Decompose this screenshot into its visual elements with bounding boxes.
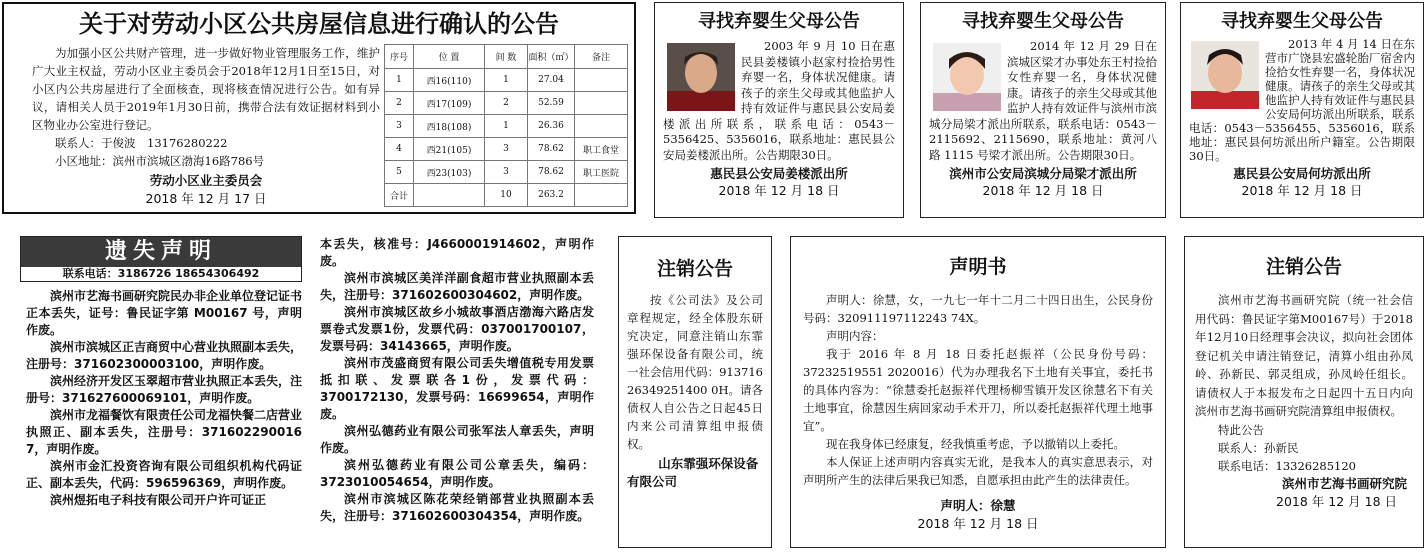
table-cell: 78.62	[528, 161, 575, 184]
table-cell	[575, 115, 628, 138]
table-cell: 3	[385, 115, 414, 138]
notice-contact: 联系人：于俊波 13176280222	[55, 136, 228, 150]
lost-item: 滨州经济开发区玉翠超市营业执照正本丢失，注册号：371627600069101，声明作废。	[26, 374, 303, 405]
notice-date: 2018 年 12 月 18 日	[718, 183, 840, 198]
table-row	[385, 115, 628, 138]
housing-table	[384, 44, 628, 207]
notice-address: 小区地址：滨州市滨城区渤海16路786号	[55, 154, 265, 168]
statement-content: 我于 2016 年 8 月 18 日委托赵振祥（公民身份号码：37232519551 2020016）代为办理我名下土地有关事宜，委托书的具体内容为：“徐慧委托赵振祥代理杨柳雪镇开发区徐慧名下有关土地事宜，徐慧因生病回家动手术开刀，所以委托赵振祥代理土地事宜”。	[803, 347, 1153, 433]
infant-photo	[933, 43, 1001, 111]
notice-signer: 惠民县公安局姜楼派出所	[710, 166, 848, 181]
col-header: 面积（㎡）	[528, 45, 575, 69]
statement-heading: 声明内容：	[826, 329, 884, 343]
notice-title: 寻找弃婴生父母公告	[1221, 11, 1383, 32]
notice-body: 2014 年 12 月 29 日在滨城区梁才办事处东王村捡拾女性弃婴一名，身体状况健康。请孩子的亲生父母或其他监护人持有效证件与滨州市滨城分局梁才派出所联系，联系电话：0543－2115692、2115690，联系地址：黄河八路 1115 号梁才派出所。公告期限30日。	[929, 39, 1157, 162]
notice-paragraph: 为加强小区公共财产管理，进一步做好物业管理服务工作，维护广大业主权益，劳动小区业主委员会于2018年12月1日至15日，对小区内公共房屋进行了全面核查，现将核查情况进行公告。如有异议，请相关人员于2019年1月30日前，携带合法有效证据材料到小区物业办公室进行登记。	[32, 46, 380, 132]
notice-signer: 山东霏强环保设备有限公司	[627, 456, 759, 489]
table-cell: 1	[485, 115, 528, 138]
table-cell	[575, 69, 628, 92]
lost-title: 遗失声明	[21, 237, 301, 267]
table-cell: 西18(108)	[414, 115, 485, 138]
notice-date: 2018 年 12 月 18 日	[982, 183, 1104, 198]
lost-column-left	[26, 288, 302, 509]
table-cell: 26.36	[528, 115, 575, 138]
lost-item: 滨州市茂盛商贸有限公司丢失增值税专用发票抵扣联、发票联各1份，发票代码：3700172130，发票号码：16699654，声明作废。	[320, 356, 594, 421]
notice-signer: 劳动小区业主委员会	[149, 173, 263, 188]
table-cell: 西21(105)	[414, 138, 485, 161]
table-row	[385, 161, 628, 184]
notice-date: 2018 年 12 月 18 日	[1276, 493, 1397, 509]
table-cell: 52.59	[528, 92, 575, 115]
notice-closing: 特此公告	[1218, 422, 1264, 437]
table-cell: 3	[485, 138, 528, 161]
notice-title: 寻找弃婴生父母公告	[698, 11, 860, 32]
notice-title: 注销公告	[656, 258, 733, 280]
table-row	[385, 92, 628, 115]
notice-phone: 联系电话：13326285120	[1218, 458, 1356, 473]
lost-item: 滨州弘德药业有限公司张军法人章丢失，声明作废。	[320, 424, 594, 455]
notice-signer: 惠民县公安局何坊派出所	[1233, 166, 1371, 181]
notice-title: 关于对劳动小区公共房屋信息进行确认的公告	[79, 10, 559, 38]
notice-statement	[790, 236, 1166, 548]
col-header: 位 置	[414, 45, 485, 69]
notice-cancellation-1	[618, 236, 772, 548]
lost-item: 滨州市龙福餐饮有限责任公司龙福快餐二店营业执照正、副本丢失，注册号：371602290016 7，声明作废。	[26, 408, 303, 456]
notice-signer: 滨州市艺海书画研究院	[1281, 475, 1407, 491]
notice-date: 2018 年 12 月 17 日	[145, 191, 267, 206]
infant-photo	[667, 43, 735, 111]
table-cell: 西23(103)	[414, 161, 485, 184]
notice-body: 2003 年 9 月 10 日在惠民县姜楼镇小赵家村捡拾男性弃婴一名，身体状况健康。请孩子的亲生父母或其他监护人持有效证件与惠民县公安局姜楼派出所联系，联系电话：0543－5356425、5356016，联系地址：惠民县公安局姜楼派出所。公告期限30日。	[663, 39, 895, 162]
table-cell: 27.04	[528, 69, 575, 92]
notice-date: 2018 年 12 月 18 日	[1241, 183, 1363, 198]
notice-title: 寻找弃婴生父母公告	[962, 11, 1124, 32]
table-cell: 3	[485, 161, 528, 184]
infant-photo	[1191, 41, 1259, 109]
table-cell: 5	[385, 161, 414, 184]
lost-item: 滨州市滨城区美洋洋副食超市营业执照副本丢失，注册号：371602600304602，声明作废。	[320, 271, 594, 302]
statement-revocation: 现在我身体已经康复，经我慎重考虑，予以撤销以上委托。	[826, 437, 1125, 451]
lost-statement	[20, 236, 596, 548]
statement-guarantee: 本人保证上述声明内容真实无讹，是我本人的真实意思表示，对声明所产生的法律后果我已知悉，自愿承担由此产生的法律责任。	[803, 455, 1153, 487]
lost-item: 本丢失，核准号：J4660001914602，声明作废。	[320, 237, 594, 268]
lost-phone: 联系电话：3186726 18654306492	[62, 267, 260, 280]
notice-body: 2013 年 4 月 14 日在东营市广饶县宏盛轮胎厂宿舍内捡拾女性弃婴一名，身体状况健康。请孩子的亲生父母或其他监护人持有效证件与惠民县公安局何坊派出所联系，联系电话：0543－5356455、5356016，联系地址：惠民县何坊派出所户籍室。公告期限30日。	[1189, 37, 1415, 163]
lost-item: 滨州市艺海书画研究院民办非企业单位登记证书正本丢失，证号：鲁民证字第 M00167 号，声明作废。	[26, 289, 303, 337]
notice-contact: 联系人：孙新民	[1218, 440, 1299, 455]
table-cell: 10	[485, 184, 528, 207]
table-cell: 2	[485, 92, 528, 115]
table-cell	[575, 92, 628, 115]
lost-header	[20, 236, 302, 282]
notice-cancellation-2	[1184, 236, 1424, 548]
notice-title: 注销公告	[1265, 256, 1342, 278]
notice-title: 声明书	[949, 256, 1007, 278]
table-cell: 1	[485, 69, 528, 92]
notice-find-parents-2	[920, 2, 1166, 218]
table-cell: 合计	[385, 184, 414, 207]
statement-declarant: 声明人：徐慧，女，一九七一年十二月二十四日出生，公民身份号码：320911197112243 74X。	[803, 293, 1153, 325]
table-cell: 1	[385, 69, 414, 92]
col-header: 间 数	[485, 45, 528, 69]
table-cell: 职工食堂	[575, 138, 628, 161]
table-cell: 职工医院	[575, 161, 628, 184]
lost-item: 滨州弘德药业有限公司公章丢失，编码：3723010054654，声明作废。	[320, 458, 594, 489]
table-cell: 263.2	[528, 184, 575, 207]
table-cell: 2	[385, 92, 414, 115]
table-row	[385, 69, 628, 92]
table-cell: 78.62	[528, 138, 575, 161]
notice-public-housing	[2, 2, 636, 214]
col-header: 序号	[385, 45, 414, 69]
lost-item: 滨州市金汇投资咨询有限公司组织机构代码证正、副本丢失，代码：596596369，声明作废。	[26, 459, 302, 490]
lost-column-right	[320, 236, 594, 525]
notice-find-parents-3	[1180, 2, 1424, 218]
lost-item: 滨州市滨城区故乡小城故事酒店渤海六路店发票卷式发票1份，发票代码：037001700107，发票号码：34143665，声明作废。	[320, 305, 594, 353]
table-total-row	[385, 184, 628, 207]
notice-date: 2018 年 12 月 18 日	[917, 516, 1039, 531]
col-header: 备注	[575, 45, 628, 69]
table-cell: 西16(110)	[414, 69, 485, 92]
lost-item: 滨州煜拓电子科技有限公司开户许可证正	[50, 493, 267, 507]
notice-body: 滨州市艺海书画研究院（统一社会信用代码：鲁民证字第M00167号）于2018年12月10日经理事会决议，拟向社会团体登记机关申请注销登记，清算小组由孙凤岭、孙新民、郭灵组成，孙凤岭任组长。请债权人于本报发布之日起四十五日内向滨州市艺海书画研究院清算组申报债权。	[1195, 293, 1413, 418]
notice-body: 按《公司法》及公司章程规定，经全体股东研究决定，同意注销山东霏强环保设备有限公司，统一社会信用代码：91371626349251400 0H。请各债权人自公告之日起45日内来公司清算组申报债权。	[627, 293, 763, 451]
notice-signer: 滨州市公安局滨城分局梁才派出所	[949, 166, 1137, 181]
notice-find-parents-1	[654, 2, 904, 218]
lost-item: 滨州市滨城区陈花荣经销部营业执照副本丢失，注册号：371602600304354，声明作废。	[320, 492, 594, 523]
table-cell: 西17(109)	[414, 92, 485, 115]
lost-item: 滨州市滨城区正吉商贸中心营业执照副本丢失，注册号：371602300003100，声明作废。	[26, 340, 303, 371]
table-cell: 4	[385, 138, 414, 161]
table-row	[385, 138, 628, 161]
notice-signer: 声明人：徐慧	[940, 498, 1016, 513]
